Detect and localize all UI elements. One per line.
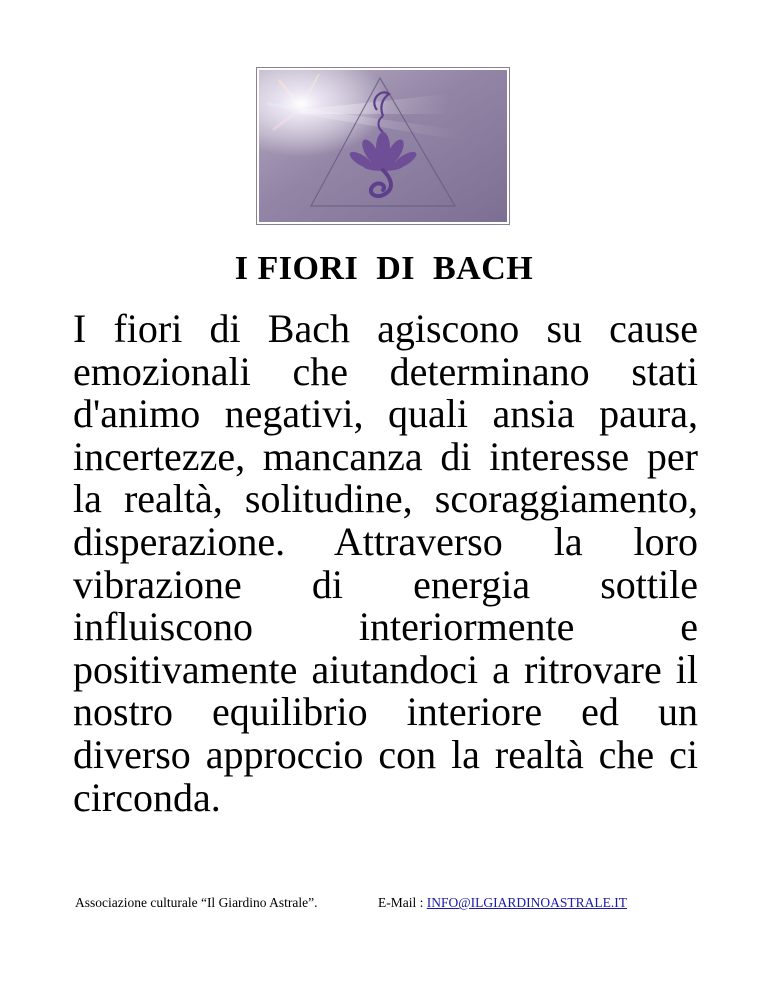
footer-organization: Associazione culturale “Il Giardino Astrale”.	[75, 895, 318, 910]
footer-email-label: E-Mail :	[378, 895, 427, 910]
page-title: I FIORI DI BACH	[234, 250, 534, 287]
lotus-triangle-logo-icon	[259, 70, 507, 222]
footer-email-link[interactable]: INFO@ILGIARDINOASTRALE.IT	[426, 895, 628, 910]
body-paragraph: I fiori di Bach agiscono su cause emozionali che determinano stati d'animo negativi, quali ansia paura, incertezze, mancanza di interesse per la realtà, solitudine, scoraggiamento, disperazione. Attraverso la loro vibrazione di energia sottile influiscono interiormente e positivamente aiutandoci a ritrovare il nostro equilibrio interiore ed un diverso approccio con la realtà che ci circonda.	[73, 306, 698, 820]
logo-image	[256, 67, 510, 225]
footer	[75, 895, 715, 911]
